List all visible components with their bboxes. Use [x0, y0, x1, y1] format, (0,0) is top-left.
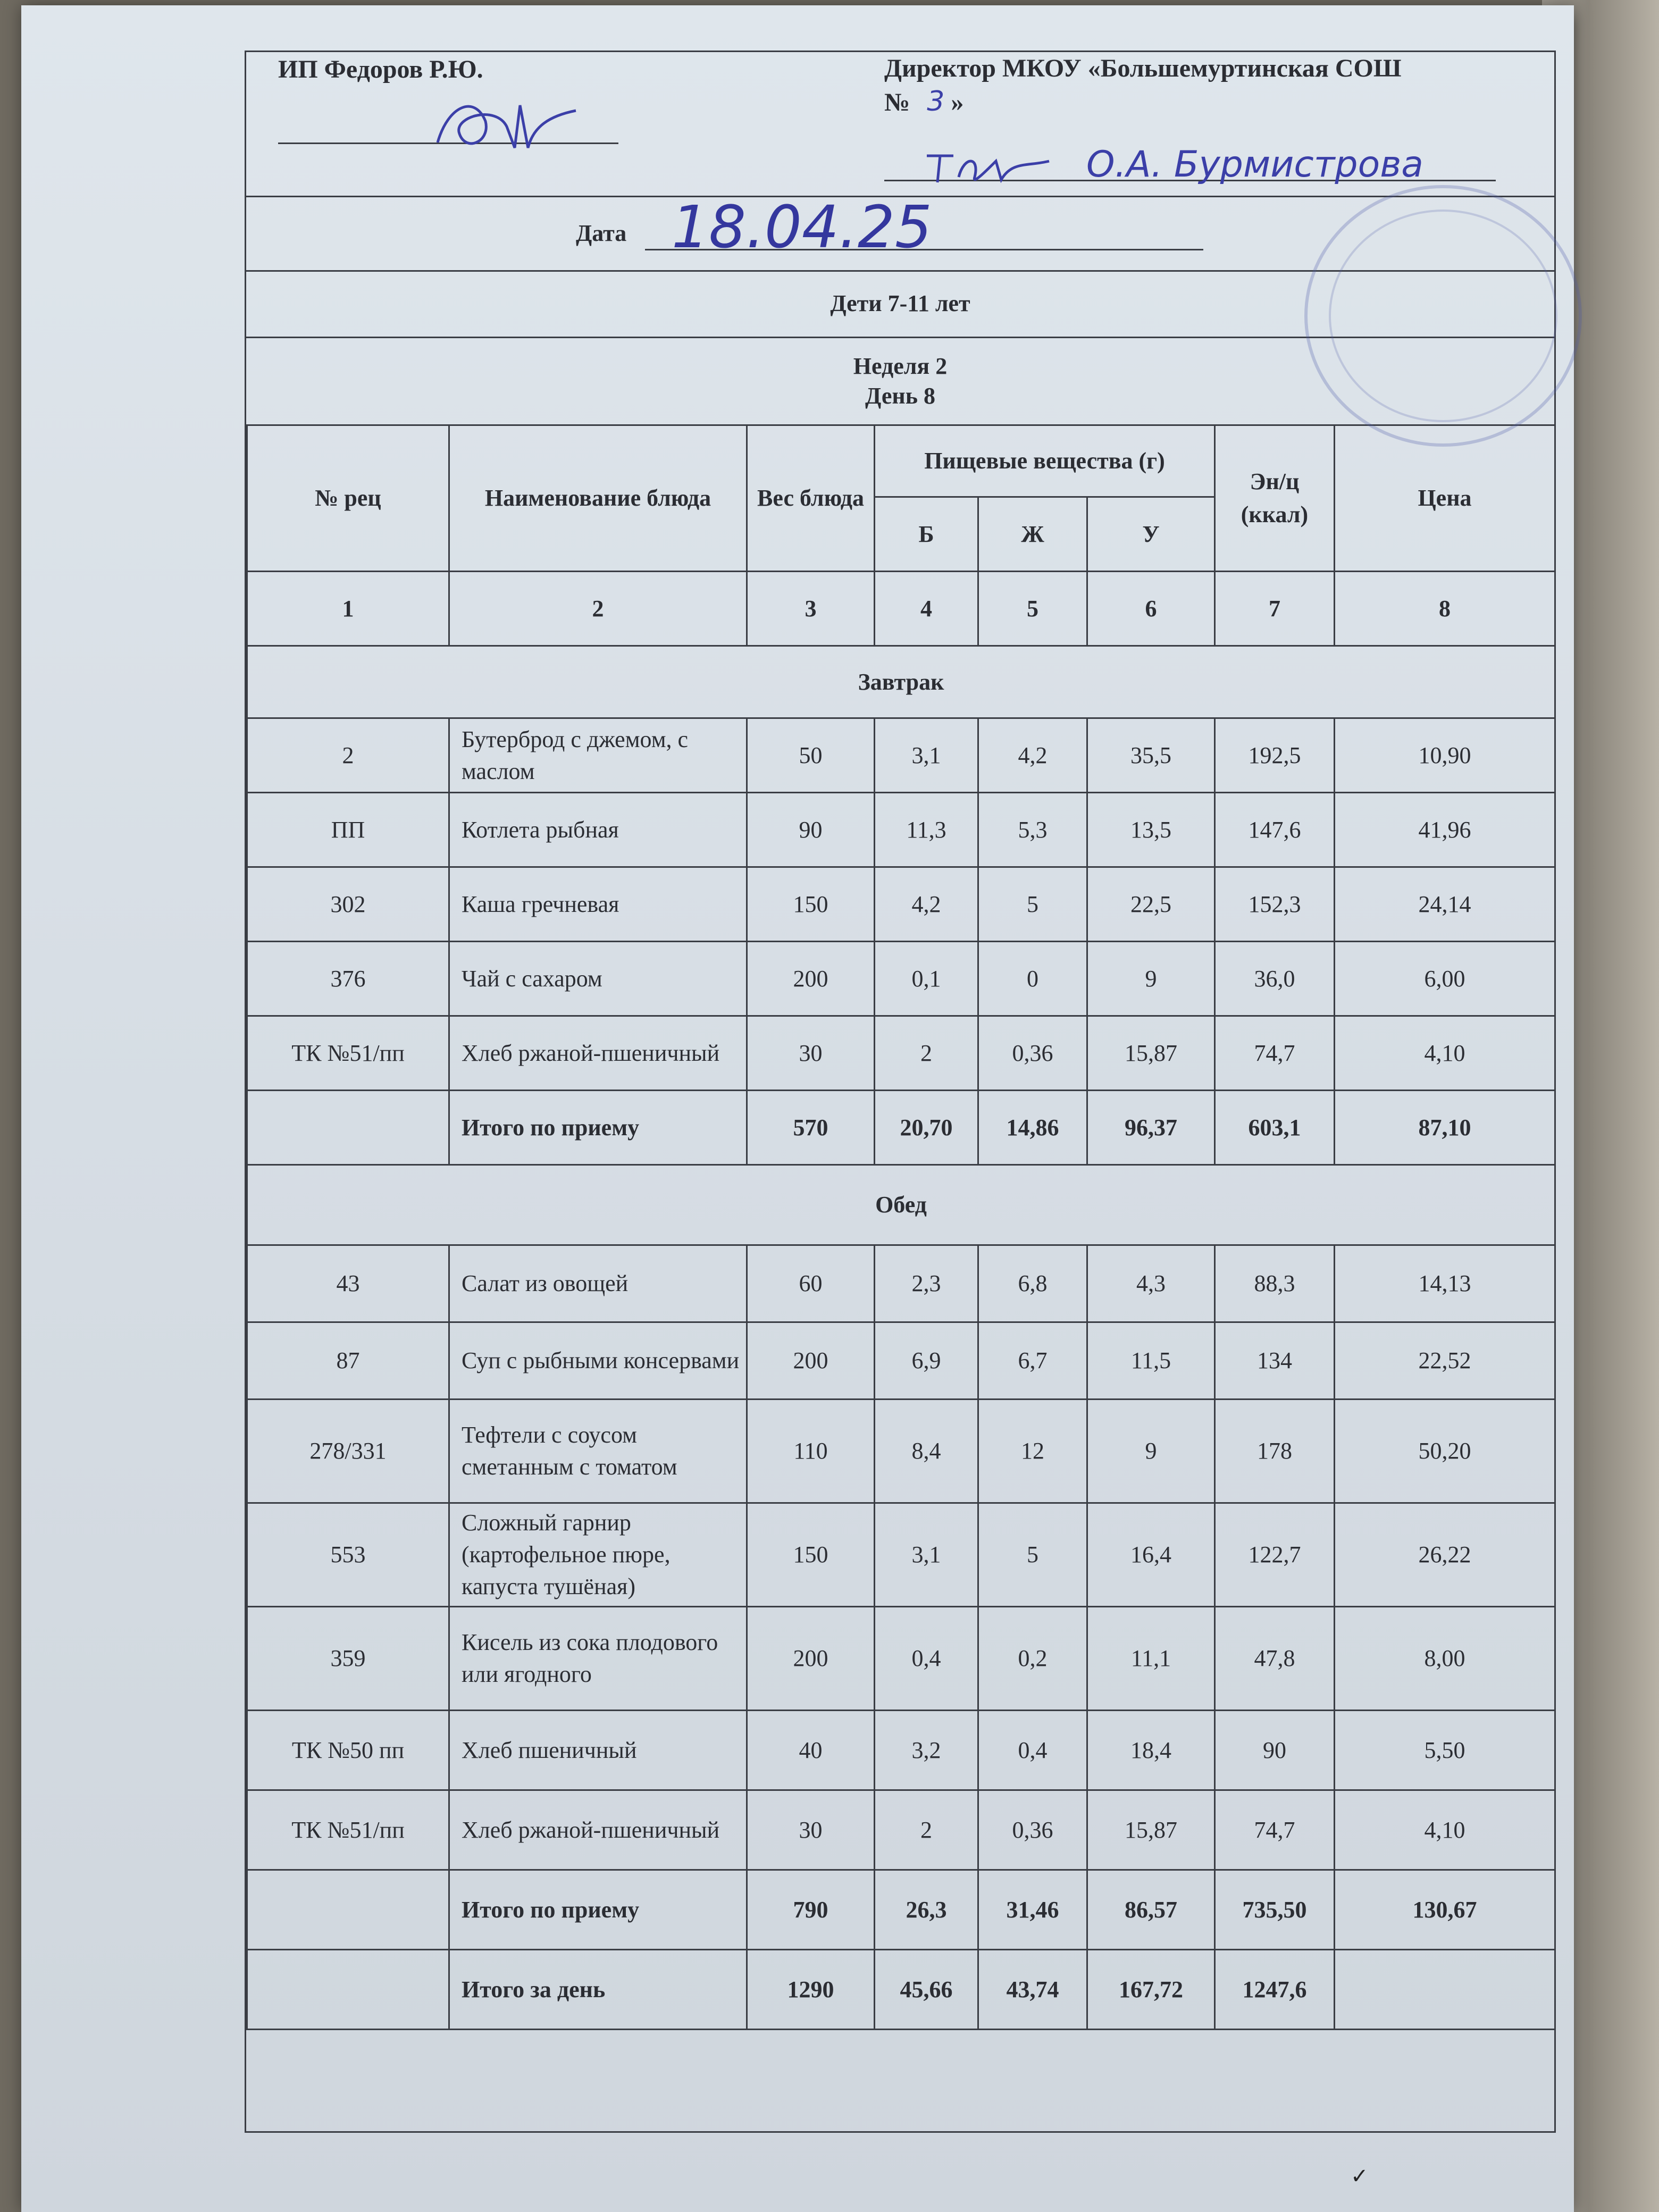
cell-energy: 134: [1215, 1322, 1335, 1400]
table-row: [247, 793, 1555, 867]
cell-protein: 2: [875, 1790, 978, 1870]
cell-rec-no: 278/331: [247, 1400, 449, 1503]
cell-energy: 192,5: [1215, 718, 1335, 793]
column-number: 5: [978, 572, 1087, 646]
breakfast-total-row: [247, 1091, 1555, 1165]
cell-protein: 3,1: [875, 1503, 978, 1607]
cell-fat: 14,86: [978, 1091, 1087, 1165]
cell-price: 41,96: [1335, 793, 1555, 867]
cell-price: [1335, 1950, 1555, 2030]
cell-protein: 6,9: [875, 1322, 978, 1400]
cell-protein: 3,2: [875, 1711, 978, 1790]
cell-carbs: 9: [1087, 942, 1215, 1016]
cell-energy: 90: [1215, 1711, 1335, 1790]
cell-fat: 0,4: [978, 1711, 1087, 1790]
cell-rec-no: [247, 1091, 449, 1165]
cell-dish-name: Котлета рыбная: [449, 793, 747, 867]
col-dish-name: Наименование блюда: [449, 425, 747, 572]
cell-fat: 5,3: [978, 793, 1087, 867]
cell-dish-name: Тефтели с соусом сметанным с томатом: [449, 1400, 747, 1503]
date-handwritten: 18.04.25: [672, 193, 932, 261]
cell-carbs: 22,5: [1087, 867, 1215, 942]
cell-carbs: 4,3: [1087, 1245, 1215, 1322]
cell-carbs: 15,87: [1087, 1790, 1215, 1870]
cell-dish-name: Кисель из сока плодового или ягодного: [449, 1607, 747, 1711]
cell-protein: 0,1: [875, 942, 978, 1016]
corner-mark: ✓: [1351, 2164, 1369, 2189]
cell-carbs: 9: [1087, 1400, 1215, 1503]
breakfast-title: Завтрак: [247, 646, 1555, 718]
cell-price: 8,00: [1335, 1607, 1555, 1711]
cell-carbs: 86,57: [1087, 1870, 1215, 1950]
cell-fat: 5: [978, 1503, 1087, 1607]
cell-carbs: 11,5: [1087, 1322, 1215, 1400]
column-number: 4: [875, 572, 978, 646]
cell-weight: 200: [747, 1322, 875, 1400]
cell-total-label: Итого по приему: [449, 1091, 747, 1165]
cell-price: 14,13: [1335, 1245, 1555, 1322]
cell-fat: 0,2: [978, 1607, 1087, 1711]
cell-dish-name: Хлеб ржаной-пшеничный: [449, 1790, 747, 1870]
cell-price: 26,22: [1335, 1503, 1555, 1607]
cell-protein: 26,3: [875, 1870, 978, 1950]
cell-energy: 74,7: [1215, 1790, 1335, 1870]
cell-weight: 570: [747, 1091, 875, 1165]
lunch-section-row: [247, 1165, 1555, 1245]
cell-carbs: 96,37: [1087, 1091, 1215, 1165]
cell-fat: 12: [978, 1400, 1087, 1503]
table-row: [247, 718, 1555, 793]
cell-rec-no: 2: [247, 718, 449, 793]
cell-weight: 200: [747, 942, 875, 1016]
cell-fat: 0,36: [978, 1016, 1087, 1091]
cell-fat: 5: [978, 867, 1087, 942]
cell-protein: 2,3: [875, 1245, 978, 1322]
cell-protein: 20,70: [875, 1091, 978, 1165]
column-number: 7: [1215, 572, 1335, 646]
cell-fat: 0,36: [978, 1790, 1087, 1870]
cell-weight: 150: [747, 867, 875, 942]
cell-rec-no: 359: [247, 1607, 449, 1711]
cell-weight: 30: [747, 1016, 875, 1091]
table-row: [247, 1503, 1555, 1607]
col-energy: Эн/ц (ккал): [1215, 425, 1335, 572]
director-signature: [921, 140, 1060, 188]
day-total-row: [247, 1950, 1555, 2030]
director-line-1: Директор МКОУ «Большемуртинская СОШ: [884, 54, 1402, 82]
cell-rec-no: ТК №51/пп: [247, 1016, 449, 1091]
cell-carbs: 15,87: [1087, 1016, 1215, 1091]
cell-price: 6,00: [1335, 942, 1555, 1016]
lunch-title: Обед: [247, 1165, 1555, 1245]
cell-energy: 74,7: [1215, 1016, 1335, 1091]
cell-carbs: 11,1: [1087, 1607, 1215, 1711]
table-row: [247, 1016, 1555, 1091]
closing-quote: »: [951, 88, 964, 116]
col-carbs: У: [1087, 497, 1215, 572]
col-fat: Ж: [978, 497, 1087, 572]
cell-energy: 1247,6: [1215, 1950, 1335, 2030]
cell-carbs: 13,5: [1087, 793, 1215, 867]
number-sign: №: [884, 88, 910, 116]
col-weight: Вес блюда: [747, 425, 875, 572]
cell-price: 4,10: [1335, 1790, 1555, 1870]
table-row: [247, 1322, 1555, 1400]
table-row: [247, 1790, 1555, 1870]
cell-protein: 2: [875, 1016, 978, 1091]
cell-price: 22,52: [1335, 1322, 1555, 1400]
cell-energy: 122,7: [1215, 1503, 1335, 1607]
age-group: Дети 7-11 лет: [246, 270, 1554, 338]
school-stamp: [1304, 185, 1582, 447]
column-number: 8: [1335, 572, 1555, 646]
cell-fat: 31,46: [978, 1870, 1087, 1950]
cell-rec-no: [247, 1870, 449, 1950]
cell-fat: 6,7: [978, 1322, 1087, 1400]
table-row: [247, 1607, 1555, 1711]
menu-sheet: [21, 5, 1574, 2212]
cell-dish-name: Хлеб ржаной-пшеничный: [449, 1016, 747, 1091]
cell-total-label: Итого за день: [449, 1950, 747, 2030]
cell-dish-name: Чай с сахаром: [449, 942, 747, 1016]
col-price: Цена: [1335, 425, 1555, 572]
cell-carbs: 16,4: [1087, 1503, 1215, 1607]
cell-weight: 30: [747, 1790, 875, 1870]
cell-price: 130,67: [1335, 1870, 1555, 1950]
cell-price: 50,20: [1335, 1400, 1555, 1503]
cell-energy: 178: [1215, 1400, 1335, 1503]
cell-dish-name: Хлеб пшеничный: [449, 1711, 747, 1790]
cell-rec-no: 302: [247, 867, 449, 942]
cell-fat: 4,2: [978, 718, 1087, 793]
director-line-2: [884, 85, 1402, 119]
table-row: [247, 1711, 1555, 1790]
cell-rec-no: [247, 1950, 449, 2030]
date-label: Дата: [576, 220, 627, 246]
cell-protein: 11,3: [875, 793, 978, 867]
cell-fat: 6,8: [978, 1245, 1087, 1322]
cell-rec-no: ПП: [247, 793, 449, 867]
cell-weight: 90: [747, 793, 875, 867]
cell-energy: 147,6: [1215, 793, 1335, 867]
cell-price: 10,90: [1335, 718, 1555, 793]
day-label: День 8: [865, 383, 935, 409]
cell-dish-name: Суп с рыбными консервами: [449, 1322, 747, 1400]
cell-carbs: 167,72: [1087, 1950, 1215, 2030]
cell-price: 87,10: [1335, 1091, 1555, 1165]
cell-weight: 110: [747, 1400, 875, 1503]
column-numbers-row: [247, 572, 1555, 646]
cell-rec-no: 376: [247, 942, 449, 1016]
table-row: [247, 942, 1555, 1016]
cell-protein: 0,4: [875, 1607, 978, 1711]
cell-energy: 603,1: [1215, 1091, 1335, 1165]
cell-weight: 790: [747, 1870, 875, 1950]
cell-weight: 150: [747, 1503, 875, 1607]
menu-form: [245, 51, 1556, 2133]
cell-weight: 1290: [747, 1950, 875, 2030]
cell-energy: 152,3: [1215, 867, 1335, 942]
cell-rec-no: 553: [247, 1503, 449, 1607]
cell-fat: 0: [978, 942, 1087, 1016]
cell-price: 24,14: [1335, 867, 1555, 942]
approval-row: [246, 52, 1554, 197]
director-title: [884, 52, 1402, 119]
cell-weight: 200: [747, 1607, 875, 1711]
cell-dish-name: Каша гречневая: [449, 867, 747, 942]
cell-rec-no: ТК №51/пп: [247, 1790, 449, 1870]
cell-dish-name: Салат из овощей: [449, 1245, 747, 1322]
table-row: [247, 867, 1555, 942]
cell-carbs: 35,5: [1087, 718, 1215, 793]
cell-rec-no: 43: [247, 1245, 449, 1322]
cell-price: 5,50: [1335, 1711, 1555, 1790]
cell-energy: 47,8: [1215, 1607, 1335, 1711]
cell-rec-no: ТК №50 пп: [247, 1711, 449, 1790]
cell-carbs: 18,4: [1087, 1711, 1215, 1790]
supplier-signature: [427, 84, 586, 164]
col-protein: Б: [875, 497, 978, 572]
cell-protein: 45,66: [875, 1950, 978, 2030]
cell-energy: 735,50: [1215, 1870, 1335, 1950]
supplier-name: ИП Федоров Р.Ю.: [278, 55, 483, 83]
col-nutrients: Пищевые вещества (г): [875, 425, 1215, 497]
cell-price: 4,10: [1335, 1016, 1555, 1091]
school-number-handwritten: 3: [927, 86, 945, 118]
week-label: Неделя 2: [853, 353, 948, 379]
menu-table: [246, 424, 1556, 2030]
cell-protein: 8,4: [875, 1400, 978, 1503]
column-number: 2: [449, 572, 747, 646]
cell-weight: 40: [747, 1711, 875, 1790]
breakfast-section-row: [247, 646, 1555, 718]
cell-energy: 36,0: [1215, 942, 1335, 1016]
col-rec-no: № рец: [247, 425, 449, 572]
cell-weight: 60: [747, 1245, 875, 1322]
cell-protein: 3,1: [875, 718, 978, 793]
director-name-handwritten: О.А. Бурмистрова: [1086, 144, 1423, 186]
cell-protein: 4,2: [875, 867, 978, 942]
column-number: 3: [747, 572, 875, 646]
cell-dish-name: Сложный гарнир (картофельное пюре, капуста тушёная): [449, 1503, 747, 1607]
table-row: [247, 1245, 1555, 1322]
cell-fat: 43,74: [978, 1950, 1087, 2030]
cell-dish-name: Бутерброд с джемом, с маслом: [449, 718, 747, 793]
cell-energy: 88,3: [1215, 1245, 1335, 1322]
lunch-total-row: [247, 1870, 1555, 1950]
cell-rec-no: 87: [247, 1322, 449, 1400]
column-number: 6: [1087, 572, 1215, 646]
cell-total-label: Итого по приему: [449, 1870, 747, 1950]
table-row: [247, 1400, 1555, 1503]
cell-weight: 50: [747, 718, 875, 793]
column-number: 1: [247, 572, 449, 646]
